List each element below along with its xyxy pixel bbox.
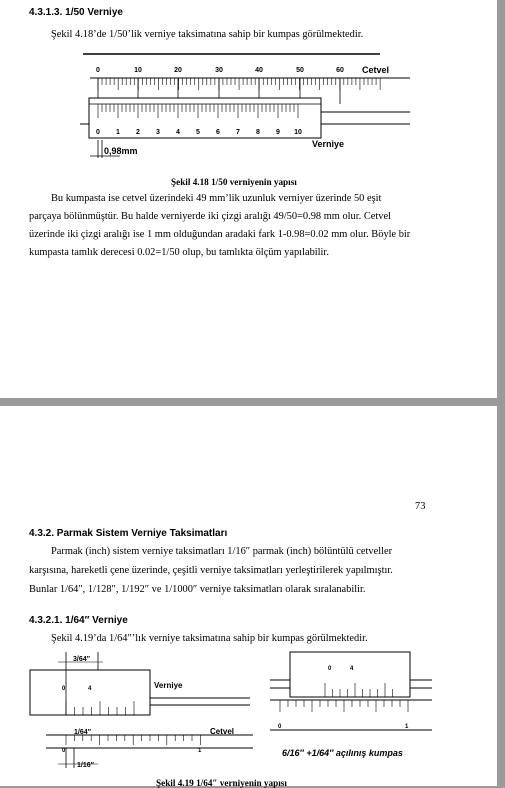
scale-tick-label: 50 [296, 67, 304, 74]
vernier-tick-label: 4 [176, 129, 180, 136]
figure-sub-caption: 6/16″ +1/64″ açılınış kumpas [282, 748, 403, 758]
vernier-tick-label: 1 [116, 129, 120, 136]
vernier-zero: 0 [328, 666, 332, 672]
dim-1-64: 1/64″ [74, 729, 91, 736]
vernier-tick-label: 3 [156, 129, 160, 136]
scale-tick-label: 20 [174, 67, 182, 74]
vernier-tick-label: 6 [216, 129, 220, 136]
page-shadow [497, 0, 505, 398]
scale-one: 1 [198, 748, 202, 754]
vernier-tick-label: 7 [236, 129, 240, 136]
vernier-figure-1-50 [80, 52, 410, 162]
scale-tick-label: 60 [336, 67, 344, 74]
figure-caption: Şekil 4.18 1/50 verniyenin yapısı [171, 177, 297, 187]
scale-tick-label: 10 [134, 67, 142, 74]
vernier-zero: 0 [62, 686, 66, 692]
vernier-four: 4 [350, 666, 354, 672]
scale-label: Cetvel [210, 727, 235, 736]
vernier-figure-1-64 [28, 650, 258, 770]
scale-tick-label: 30 [215, 67, 223, 74]
vernier-tick-label: 5 [196, 129, 200, 136]
vernier-tick-label: 0 [96, 129, 100, 136]
paragraph-line: üzerinde iki çizgi aralığı ise 1 mm olduğundan aradaki fark 1-0.98=0.02 mm olur. Böyle bir [29, 229, 411, 240]
section-heading: 4.3.1.3. 1/50 Verniye [29, 7, 123, 18]
top-dimension: 3/64″ [73, 656, 90, 663]
page-number: 73 [415, 501, 426, 512]
paragraph-line: karşısına, hareketli çene üzerinde, çeşitli verniye taksimatları yerleştirilerek yapılmıştır. [29, 565, 393, 576]
vernier-tick-label: 10 [294, 129, 302, 136]
scale-tick-label: 0 [96, 67, 100, 74]
vernier-tick-label: 9 [276, 129, 280, 136]
vernier-tick-label: 2 [136, 129, 140, 136]
vernier-four: 4 [88, 686, 92, 692]
section-heading: 4.3.2. Parmak Sistem Verniye Taksimatları [29, 528, 228, 539]
paragraph-line: Bu kumpasta ise cetvel üzerindeki 49 mm’lik uzunluk verniyer üzerinde 50 eşit [51, 193, 382, 204]
vernier-label: Verniye [312, 139, 345, 149]
paragraph-line: Bunlar 1/64″, 1/128″, 1/192″ ve 1/1000″ verniye taksimatları olarak sıralanabilir. [29, 584, 366, 595]
scale-label: Cetvel [362, 65, 390, 75]
vernier-figure-opened [270, 650, 440, 760]
scale-one: 1 [405, 724, 409, 730]
scale-tick-label: 40 [255, 67, 263, 74]
intro-text: Şekil 4.18’de 1/50’lik verniye taksimatına sahip bir kumpas görülmektedir. [51, 29, 364, 40]
dim-1-16: 1/16″ [77, 762, 94, 769]
page-2 [0, 406, 497, 786]
figure-caption: Şekil 4.19 1/64″ verniyenin yapısı [156, 778, 287, 788]
paragraph-line: kumpasta tamlık derecesi 0.02=1/50 olup, bu tamlıkta ölçüm yapılabilir. [29, 247, 329, 258]
vernier-tick-label: 8 [256, 129, 260, 136]
vernier-label: Verniye [154, 681, 183, 690]
paragraph-line: parçaya bölünmüştür. Bu halde verniyerde iki çizgi aralığı 49/50=0.98 mm olur. Cetvel [29, 211, 391, 222]
scale-zero: 0 [278, 724, 282, 730]
page-1 [0, 0, 497, 398]
dimension-label: 0,98mm [104, 146, 138, 156]
page-shadow [497, 406, 505, 786]
subsection-heading: 4.3.2.1. 1/64″ Verniye [29, 615, 128, 626]
paragraph-line: Parmak (inch) sistem verniye taksimatları 1/16″ parmak (inch) bölüntülü cetveller [51, 546, 393, 557]
scale-zero: 0 [62, 748, 66, 754]
intro-text: Şekil 4.19’da 1/64″’lık verniye taksimatına sahip bir kumpas görülmektedir. [51, 633, 368, 644]
